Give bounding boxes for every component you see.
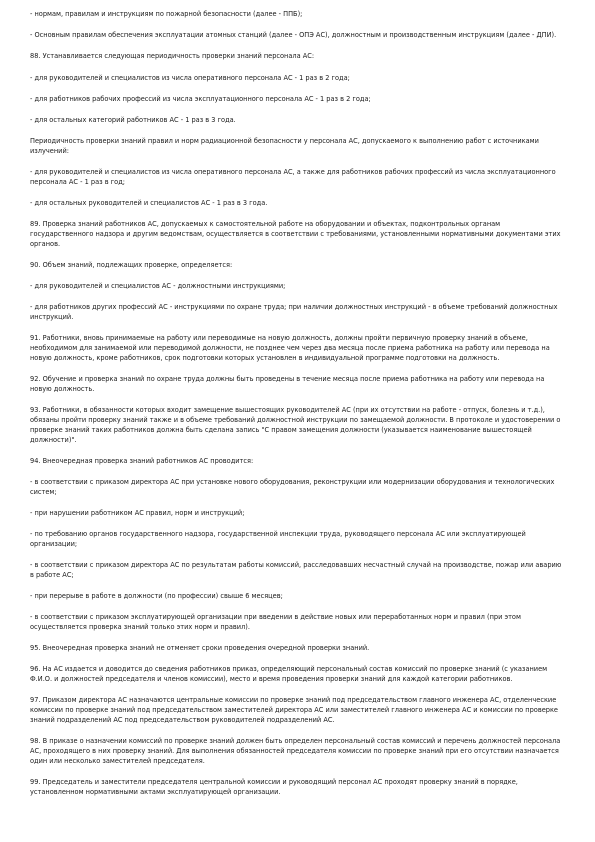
paragraph: - в соответствии с приказом директора АС при установке нового оборудования, реконструкции или модернизации оборудования и технологических систем; <box>30 477 555 496</box>
paragraph: - для работников рабочих профессий из числа эксплуатационного персонала АС - 1 раз в 2 года; <box>30 94 371 103</box>
paragraph: 92. Обучение и проверка знаний по охране труда должны быть проведены в течение месяца после приема работника на работу или перевода на новую должность. <box>30 375 545 393</box>
paragraph: - для остальных руководителей и специалистов АС - 1 раз в 3 года. <box>30 199 268 208</box>
paragraph: 97. Приказом директора АС назначаются центральные комиссии по проверке знаний под председательством главного инженера АС, отделенческие комиссии по проверке знаний под председательством заместителей директора АС или заместителей главного инженера АС и комиссии по проверке знаний подразделений АС под председательством руководителей подразделений АС. <box>30 696 558 725</box>
paragraph: - в соответствии с приказом эксплуатирующей организации при введении в действие новых или переработанных норм и правил (при этом осуществляется проверка знаний только этих норм и правил). <box>30 613 521 632</box>
paragraph: - для остальных категорий работников АС - 1 раз в 3 года. <box>30 115 236 124</box>
paragraph: 99. Председатель и заместители председателя центральной комиссии и руководящий персонал АС проходят проверку знаний в порядке, установленном нормативными актами эксплуатирующей организации. <box>30 778 518 796</box>
paragraph: - Основным правилам обеспечения эксплуатации атомных станций (далее - ОПЭ АС), должностным и производственным инструкциям (далее - ДПИ). <box>30 31 557 40</box>
paragraph: 95. Внеочередная проверка знаний не отменяет сроки проведения очередной проверки знаний. <box>30 644 370 653</box>
paragraph: 89. Проверка знаний работников АС, допускаемых к самостоятельной работе на оборудовании и объектах, подконтрольных органам государственного надзора и другим ведомствам, осуществляется в соответствии с требованиями, установленными нормативными документами этих органов. <box>30 220 561 248</box>
paragraph: - при нарушении работником АС правил, норм и инструкций; <box>30 508 245 517</box>
paragraph: - нормам, правилам и инструкциям по пожарной безопасности (далее - ППБ); <box>30 10 303 18</box>
paragraph: - в соответствии с приказом директора АС по результатам работы комиссий, расследовавших несчастный случай на производстве, пожар или аварию в работе АС; <box>30 561 562 579</box>
paragraph: - для руководителей и специалистов из числа оперативного персонала АС, а также для работников рабочих профессий из числа эксплуатационного персонала АС - 1 раз в год; <box>30 168 556 186</box>
paragraph: - по требованию органов государственного надзора, государственной инспекции труда, руководящего персонала АС или эксплуатирующей организации; <box>30 530 526 548</box>
paragraph: 90. Объем знаний, подлежащих проверке, определяется: <box>30 261 233 270</box>
document-page <box>30 10 565 809</box>
paragraph: 98. В приказе о назначении комиссий по проверке знаний должен быть определен персональный состав комиссий и перечень должностей персонала АС, проходящего в них проверку знаний. Для выполнения обязанностей председателя комиссии по проверке знаний при его отсутствии назначается один или несколько заместителей председателя. <box>30 737 561 765</box>
paragraph: - для руководителей и специалистов АС - должностными инструкциями; <box>30 282 286 291</box>
paragraph: 88. Устанавливается следующая периодичность проверки знаний персонала АС: <box>30 52 315 61</box>
paragraph: Периодичность проверки знаний правил и норм радиационной безопасности у персонала АС, допускаемого к выполнению работ с источниками излучений: <box>30 137 539 155</box>
paragraph: 91. Работники, вновь принимаемые на работу или переводимые на новую должность, должны пройти первичную проверку знаний в объеме, необходимом для занимаемой или переводимой должности, не позднее чем через два месяца после приема работника на работу или перевода на новую должность, кроме работников, срок подготовки которых установлен в индивидуальной программе подготовки на должность. <box>30 334 550 363</box>
paragraph: - для работников других профессий АС - инструкциями по охране труда; при наличии должностных инструкций - в объеме требований должностных инструкций. <box>30 303 558 322</box>
paragraph: 96. На АС издается и доводится до сведения работников приказ, определяющий персональный состав комиссий по проверке знаний (с указанием Ф.И.О. и должностей председателя и членов комиссии), место и время проведения проверки знаний для каждой категории работников. <box>30 665 548 684</box>
paragraph: - при перерыве в работе в должности (по профессии) свыше 6 месяцев; <box>30 592 283 601</box>
paragraph: - для руководителей и специалистов из числа оперативного персонала АС - 1 раз в 2 года; <box>30 73 350 82</box>
paragraph: 93. Работники, в обязанности которых входит замещение вышестоящих руководителей АС (при их отсутствии на работе - отпуск, болезнь и т.д.), обязаны пройти проверку знаний также и в объеме требований должностной инструкции по замещаемой должности. В протоколе и удостоверении о проверке знаний таких работников должна быть сделана запись "С правом замещения должности (указывается наименование вышестоящей должности)". <box>30 406 561 444</box>
paragraph: 94. Внеочередная проверка знаний работников АС проводится: <box>30 456 254 465</box>
